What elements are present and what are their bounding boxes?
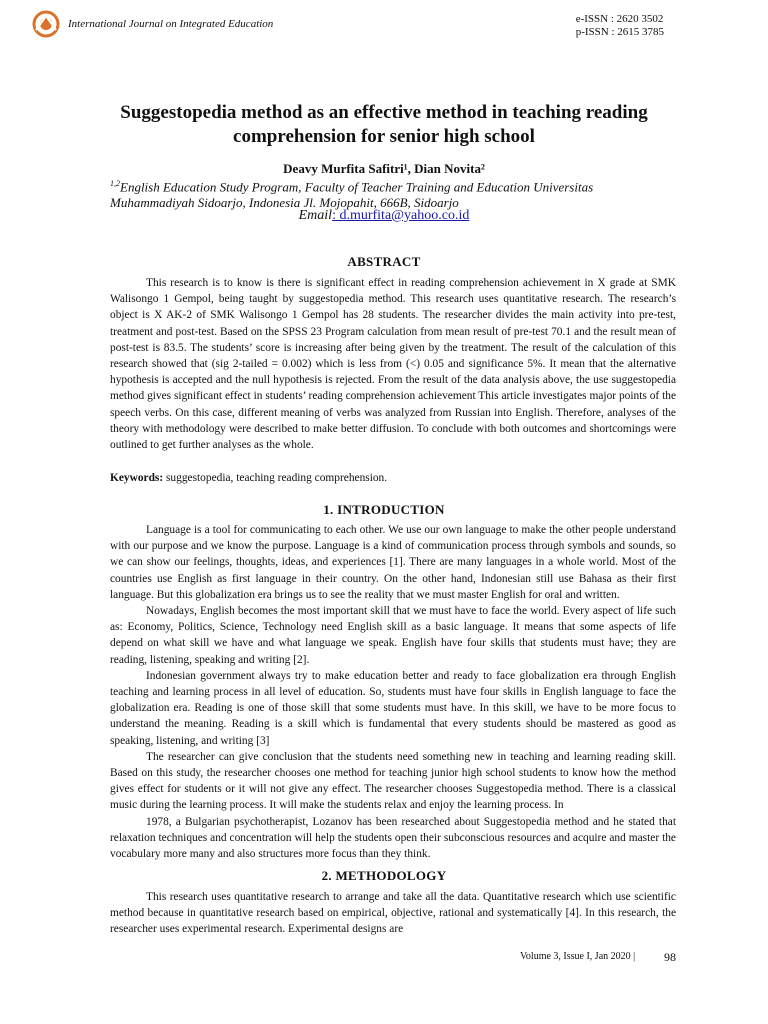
email-label: Email (298, 208, 333, 223)
abstract-heading: ABSTRACT (347, 254, 421, 269)
email-line (100, 208, 668, 224)
page-number: 98 (664, 950, 676, 964)
issn-block (576, 13, 664, 39)
abstract-text: This research is to know is there is significant effect in reading comprehension achievement in X grade at SMK Walisongo 1 Gempol, being taught by suggestopedia method. This research uses quantitative research. The research’s object is X AK-2 of SMK Walisongo 1 Gempol has 28 students. The researcher divides the main activity into pre-test, treatment and post-test. Based on the SPSS 23 Program calculation from mean result of pre-test 70.1 and the result mean of post-test is 83.5. The students’ score is increasing after being given by the treatment. The result of the calculation of this research showed that (sig 2-tailed = 0.002) which is less from (<) 0.05 and significance 5%. It mean that the alternative hypothesis is accepted and the null hypothesis is rejected. From the result of the data analysis above, the use suggestopedia method gives significant effect in students’ reading comprehension achievement This article investigates major points of the speech verbs. On this case, different meaning of verbs was analyzed from Russian into English. Therefore, analyses of the theory with methodology were described to make better diffusion. To conclude with both outcomes and shortcomings were outlined to get further analyses as the whole. (110, 277, 676, 452)
journal-logo-icon (32, 10, 60, 38)
introduction-heading: 1. INTRODUCTION (323, 502, 445, 517)
journal-name: International Journal on Integrated Education (68, 18, 274, 30)
intro-paragraph: Indonesian government always try to make education better and ready to face globalization era through English teaching and learning process in all level of education. So, students must have four skills in English language to face the globalization era. Reading is one of those skill that some students must have. In this skill, we have to be more focus to understand the meaning. Reading is a skill which is fundamental that every students should be mastered as good as speaking, listening, and writing [3] (110, 669, 676, 747)
email-link[interactable]: : d.murfita@yahoo.co.id (332, 208, 470, 223)
methodology-heading: 2. METHODOLOGY (321, 868, 447, 883)
paper-title: Suggestopedia method as an effective method in teaching reading comprehension for senior high school (120, 102, 648, 147)
affiliation (110, 176, 670, 211)
affiliation-sup: 1,2 (110, 179, 120, 188)
keywords (110, 472, 676, 484)
intro-paragraph: Language is a tool for communicating to each other. We use our own language to make the other people understand with our purpose and we know the purpose. Language is a kind of communication process through symbols and sounds, so we can show our feelings, thoughts, ideas, and experiences [1]. There are many languages in a whole world. Most of the countries use English as first language in their country. On the other hand, Indonesian still use Bahasa as their first language. But this globalization era brings us to see the reality that we must master English for oral and written. (110, 524, 676, 601)
intro-paragraph: 1978, a Bulgarian psychotherapist, Lozanov has been researched about Suggestopedia method and he stated that relaxation techniques and concentration will help the students open their subconscious resources and acquire and master the vocabulary more many and also structures more focus than they think. (110, 815, 676, 861)
intro-paragraph: Nowadays, English becomes the most important skill that we must have to face the world. Every aspect of life such as: Economy, Politics, Science, Technology need English skill as a basic language. It means that some aspects of life depend on what skill we have and what language we speak. English have four skills that students must have; they are reading, listening, speaking and writing [2]. (110, 605, 676, 666)
affiliation-text: English Education Study Program, Faculty of Teacher Training and Education Universitas Muhammadiyah Sidoarjo, Indonesia Jl. Mojopahit, 666B, Sidoarjo (110, 179, 594, 211)
introduction-body (110, 522, 676, 862)
page-header (0, 0, 768, 60)
intro-paragraph: The researcher can give conclusion that the students need something new in teaching and learning reading skill. Based on this study, the researcher chooses one method for teaching junior high school students to know how the method gives effect for students or it will not give any effect. The researcher chooses Suggestopedia method. There is a classical music during the learning process. It will make the students relax and enjoy the learning process. In (110, 750, 676, 812)
abstract-body (110, 275, 676, 453)
methodology-body (110, 889, 676, 938)
eissn: e-ISSN : 2620 3502 (575, 13, 664, 25)
author-list: Deavy Murfita Safitri¹, Dian Novita² (283, 161, 485, 176)
method-paragraph: This research uses quantitative research to arrange and take all the data. Quantitative research which use scientific method because in quantitative research based on empirical, objective, rational and systematically [4]. In this research, the researcher uses experimental research. Experimental designs are (110, 891, 676, 936)
keywords-text: suggestopedia, teaching reading comprehension. (163, 472, 388, 484)
volume-info: Volume 3, Issue I, Jan 2020 | (520, 951, 636, 962)
keywords-label: Keywords: (110, 472, 164, 484)
pissn: p-ISSN : 2615 3785 (575, 26, 664, 38)
